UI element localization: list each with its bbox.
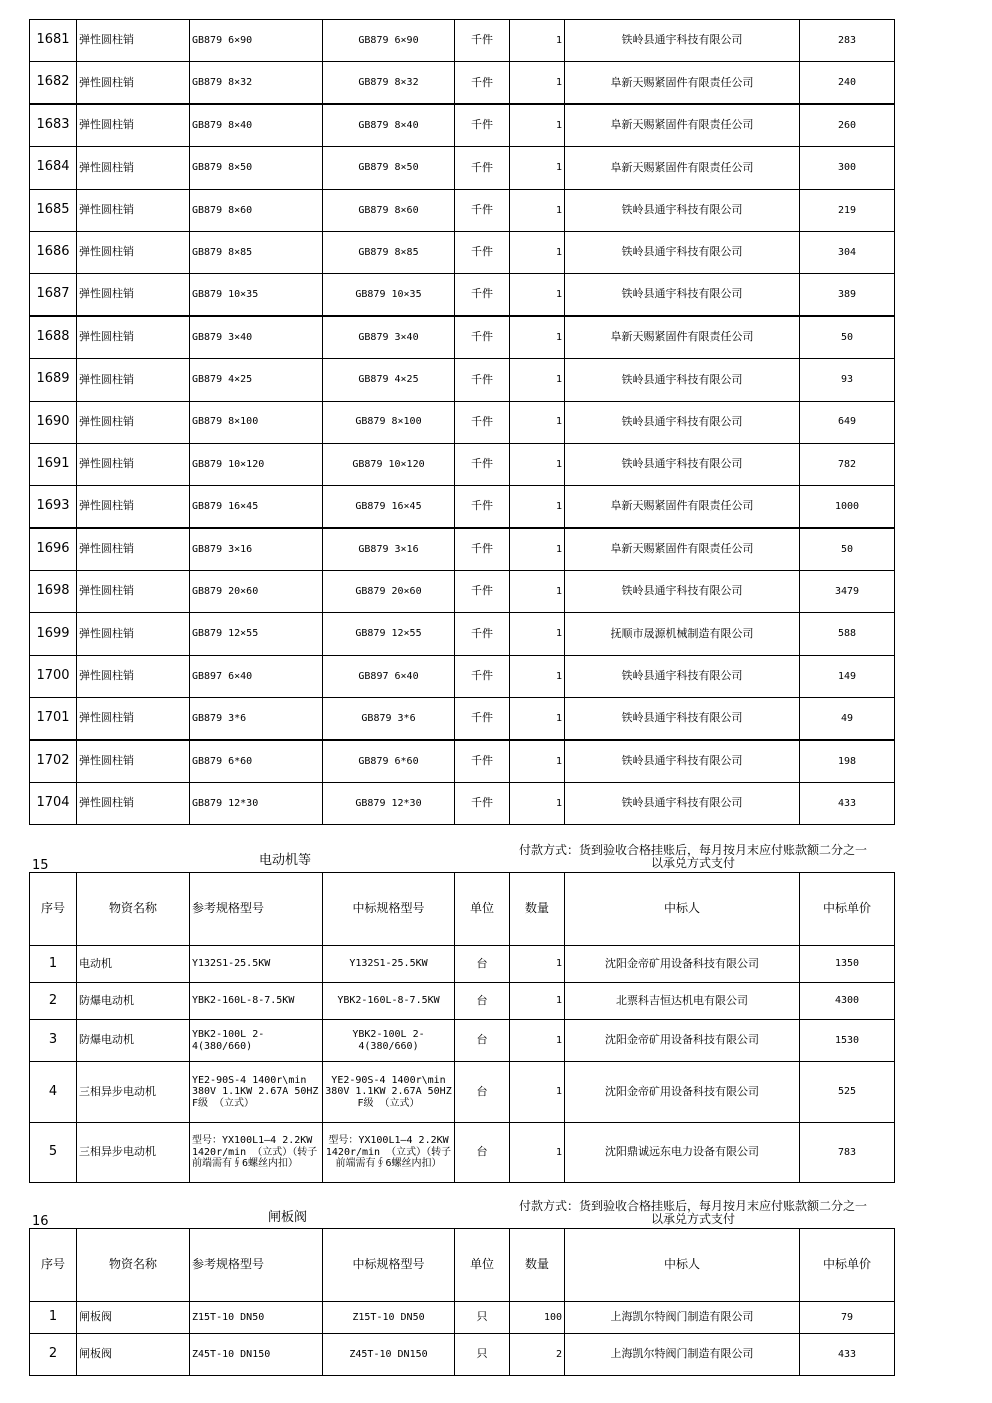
table-cell: GB879 8×60 [323,189,455,231]
table-cell: 千件 [455,613,510,655]
column-header: 参考规格型号 [190,1229,323,1302]
table-cell: 阜新天赐紧固件有限责任公司 [565,528,800,570]
table-cell: 433 [800,1334,895,1376]
table-cell: 1 [510,104,565,146]
table-row [30,1020,895,1062]
table-cell: 弹性圆柱销 [77,571,190,613]
table-cell: 沈阳金帝矿用设备科技有限公司 [565,946,800,983]
table-cell: 3479 [800,571,895,613]
section-15-title: 电动机等 [259,853,312,868]
column-header: 数量 [510,1229,565,1302]
table-cell: 1686 [30,231,77,273]
table-cell: 沈阳金帝矿用设备科技有限公司 [565,1020,800,1062]
section-16-payment [498,1200,888,1226]
table-cell: 1 [510,1123,565,1183]
table-row [30,147,895,189]
table-row [30,359,895,401]
table-row [30,1123,895,1183]
table-cell: 1 [510,359,565,401]
table-cell: 1 [510,401,565,443]
table-row [30,231,895,273]
table-cell: GB879 8×85 [190,231,323,273]
table-cell: 沈阳鼎诚远东电力设备有限公司 [565,1123,800,1183]
table-cell: 782 [800,443,895,485]
table-cell: Z15T-10 DN50 [323,1302,455,1334]
section-16-number: 16 [32,1214,49,1229]
table-cell: 1704 [30,783,77,825]
table-cell: 弹性圆柱销 [77,528,190,570]
table-cell: 1700 [30,655,77,697]
table-cell: Y132S1-25.5KW [190,946,323,983]
column-header: 数量 [510,873,565,946]
table-cell: 沈阳金帝矿用设备科技有限公司 [565,1062,800,1123]
table-row [30,528,895,570]
table-cell: GB879 20×60 [190,571,323,613]
table-cell: 1 [510,62,565,104]
table-cell: 1 [510,698,565,740]
table-cell: GB879 3×40 [190,316,323,358]
table-cell: 3 [30,1020,77,1062]
table-cell: YBK2-100L 2-4(380/660) [323,1020,455,1062]
table-cell: 1 [510,231,565,273]
table-cell: 588 [800,613,895,655]
table-row [30,401,895,443]
table-cell: 千件 [455,189,510,231]
table-row [30,983,895,1020]
table-cell: 千件 [455,147,510,189]
table-cell: 千件 [455,316,510,358]
column-header: 参考规格型号 [190,873,323,946]
table-cell: 1 [510,783,565,825]
motor-table [29,872,895,1183]
table-cell: 千件 [455,571,510,613]
table-cell: 铁岭县通宇科技有限公司 [565,274,800,316]
table-row [30,1334,895,1376]
table-cell: GB879 8×50 [323,147,455,189]
table-cell: 弹性圆柱销 [77,147,190,189]
table-row [30,740,895,782]
table-cell: 千件 [455,359,510,401]
table-cell: 弹性圆柱销 [77,698,190,740]
table-cell: 2 [30,1334,77,1376]
column-header: 序号 [30,1229,77,1302]
table-cell: 千件 [455,655,510,697]
table-cell: 上海凯尔特阀门制造有限公司 [565,1334,800,1376]
table-row [30,20,895,62]
table-cell: 4 [30,1062,77,1123]
table-cell: 铁岭县通宇科技有限公司 [565,655,800,697]
table-cell: 千件 [455,698,510,740]
table-cell: GB879 8×32 [323,62,455,104]
table-cell: 1701 [30,698,77,740]
table-cell: 304 [800,231,895,273]
pin-table [29,19,895,825]
table-cell: 149 [800,655,895,697]
table-cell: GB879 6*60 [190,740,323,782]
table-cell: 2 [30,983,77,1020]
table-row [30,613,895,655]
table-cell: 台 [455,1123,510,1183]
column-header: 中标规格型号 [323,873,455,946]
table-cell: 1684 [30,147,77,189]
table-cell: Y132S1-25.5KW [323,946,455,983]
table-header-row [30,873,895,946]
table-cell: 弹性圆柱销 [77,231,190,273]
column-header: 中标单价 [800,1229,895,1302]
table-cell: 1 [510,147,565,189]
table-cell: 台 [455,1062,510,1123]
payment-line-1: 付款方式：货到验收合格挂账后，每月按月末应付账款额二分之一 [518,1199,867,1213]
table-cell: 千件 [455,443,510,485]
column-header: 中标规格型号 [323,1229,455,1302]
table-cell: 1 [510,189,565,231]
table-cell: 1702 [30,740,77,782]
table-cell: 79 [800,1302,895,1334]
table-cell: GB879 16×45 [323,486,455,528]
table-cell: Z45T-10 DN150 [323,1334,455,1376]
table-cell: 240 [800,62,895,104]
table-cell: GB879 20×60 [323,571,455,613]
table-cell: 433 [800,783,895,825]
table-cell: 93 [800,359,895,401]
payment-line-1: 付款方式：货到验收合格挂账后，每月按月末应付账款额二分之一 [518,843,867,857]
table-cell: 198 [800,740,895,782]
table-cell: GB879 10×120 [190,443,323,485]
section-16-title: 闸板阀 [268,1210,308,1225]
table-cell: 1682 [30,62,77,104]
table-cell: 389 [800,274,895,316]
table-cell: 1530 [800,1020,895,1062]
table-cell: 1 [510,528,565,570]
table-cell: 1 [510,1062,565,1123]
table-cell: 阜新天赐紧固件有限责任公司 [565,62,800,104]
table-cell: 台 [455,983,510,1020]
table-cell: 1 [510,571,565,613]
table-cell: GB879 8×100 [323,401,455,443]
table-cell: 260 [800,104,895,146]
column-header: 物资名称 [77,1229,190,1302]
table-cell: Z45T-10 DN150 [190,1334,323,1376]
table-cell: 弹性圆柱销 [77,189,190,231]
table-cell: 闸板阀 [77,1302,190,1334]
table-cell: YE2-90S-4 1400r\min 380V 1.1KW 2.67A 50HZ F级 （立式） [190,1062,323,1123]
table-cell: GB879 8×100 [190,401,323,443]
table-cell: Z15T-10 DN50 [190,1302,323,1334]
table-cell: 1 [510,20,565,62]
table-cell: 千件 [455,20,510,62]
table-cell: 1 [510,740,565,782]
table-cell: GB879 3×40 [323,316,455,358]
table-cell: 1350 [800,946,895,983]
table-cell: GB879 3*6 [190,698,323,740]
table-row [30,1302,895,1334]
table-cell: 5 [30,1123,77,1183]
table-cell: 50 [800,316,895,358]
table-cell: 弹性圆柱销 [77,62,190,104]
table-cell: 1689 [30,359,77,401]
table-cell: 1683 [30,104,77,146]
table-cell: YBK2-160L-8-7.5KW [323,983,455,1020]
table-cell: 千件 [455,783,510,825]
table-cell: 1 [30,1302,77,1334]
table-cell: GB879 3×16 [190,528,323,570]
table-cell: 300 [800,147,895,189]
table-cell: 1698 [30,571,77,613]
table-row [30,316,895,358]
table-cell: 阜新天赐紧固件有限责任公司 [565,486,800,528]
table-cell: 1 [510,613,565,655]
table-cell: GB879 16×45 [190,486,323,528]
table-cell: GB879 10×35 [323,274,455,316]
table-cell: 弹性圆柱销 [77,740,190,782]
table-cell: 闸板阀 [77,1334,190,1376]
table-cell: 防爆电动机 [77,1020,190,1062]
table-cell: GB879 8×40 [190,104,323,146]
table-cell: 100 [510,1302,565,1334]
table-cell: 台 [455,1020,510,1062]
table-cell: 1 [510,274,565,316]
table-row [30,783,895,825]
table-cell: GB879 4×25 [190,359,323,401]
table-cell: GB879 6×90 [190,20,323,62]
table-cell: YBK2-160L-8-7.5KW [190,983,323,1020]
section-15-number: 15 [32,858,49,873]
table-cell: 649 [800,401,895,443]
table-cell: GB879 12×55 [323,613,455,655]
table-cell: 49 [800,698,895,740]
table-row [30,274,895,316]
table-cell: 2 [510,1334,565,1376]
table-cell: 弹性圆柱销 [77,443,190,485]
table-cell: 弹性圆柱销 [77,486,190,528]
table-cell: GB897 6×40 [190,655,323,697]
table-cell: GB897 6×40 [323,655,455,697]
table-cell: 1 [510,316,565,358]
table-cell: 千件 [455,486,510,528]
table-cell: 弹性圆柱销 [77,274,190,316]
table-cell: 阜新天赐紧固件有限责任公司 [565,104,800,146]
table-cell: 50 [800,528,895,570]
table-cell: GB879 8×32 [190,62,323,104]
table-cell: 1688 [30,316,77,358]
table-cell: 北票科吉恒达机电有限公司 [565,983,800,1020]
column-header: 单位 [455,1229,510,1302]
table-cell: 1681 [30,20,77,62]
column-header: 中标单价 [800,873,895,946]
column-header: 中标人 [565,873,800,946]
table-cell: 弹性圆柱销 [77,783,190,825]
table-cell: GB879 12×55 [190,613,323,655]
table-cell: 千件 [455,740,510,782]
table-row [30,62,895,104]
table-cell: 1685 [30,189,77,231]
valve-table [29,1228,895,1376]
table-cell: 铁岭县通宇科技有限公司 [565,740,800,782]
table-cell: 三相异步电动机 [77,1062,190,1123]
table-cell: GB879 3*6 [323,698,455,740]
payment-line-2: 以承兑方式支付 [650,856,735,871]
table-cell: GB879 8×40 [323,104,455,146]
table-cell: 阜新天赐紧固件有限责任公司 [565,316,800,358]
table-cell: 电动机 [77,946,190,983]
table-row [30,698,895,740]
table-cell: GB879 12*30 [190,783,323,825]
table-cell: 1 [510,443,565,485]
table-cell: 1691 [30,443,77,485]
payment-line-2: 以承兑方式支付 [650,1212,735,1227]
table-cell: 只 [455,1334,510,1376]
table-cell: GB879 12*30 [323,783,455,825]
table-cell: YBK2-100L 2-4(380/660) [190,1020,323,1062]
table-cell: 铁岭县通宇科技有限公司 [565,189,800,231]
table-cell: 283 [800,20,895,62]
section-15-payment [498,844,888,870]
table-cell: 铁岭县通宇科技有限公司 [565,443,800,485]
table-row [30,1062,895,1123]
table-cell: 千件 [455,401,510,443]
table-cell: 铁岭县通宇科技有限公司 [565,401,800,443]
column-header: 中标人 [565,1229,800,1302]
table-cell: 219 [800,189,895,231]
table-cell: 弹性圆柱销 [77,20,190,62]
table-row [30,946,895,983]
table-cell: 铁岭县通宇科技有限公司 [565,698,800,740]
table-cell: GB879 3×16 [323,528,455,570]
table-row [30,571,895,613]
table-header-row [30,1229,895,1302]
table-cell: YE2-90S-4 1400r\min 380V 1.1KW 2.67A 50HZ F级 （立式） [323,1062,455,1123]
table-cell: 三相异步电动机 [77,1123,190,1183]
table-cell: 1 [510,486,565,528]
table-cell: GB879 8×85 [323,231,455,273]
table-cell: GB879 8×60 [190,189,323,231]
table-cell: 台 [455,946,510,983]
table-cell: 1693 [30,486,77,528]
table-cell: 铁岭县通宇科技有限公司 [565,231,800,273]
table-cell: 型号：YX100L1—4 2.2KW 1420r/min （立式）（转子前端需有∮6螺丝内扣） [323,1123,455,1183]
table-cell: GB879 10×35 [190,274,323,316]
table-cell: 千件 [455,104,510,146]
table-cell: 千件 [455,62,510,104]
table-cell: 1 [510,1020,565,1062]
table-cell: 抚顺市晟源机械制造有限公司 [565,613,800,655]
table-cell: 弹性圆柱销 [77,359,190,401]
table-cell: 千件 [455,528,510,570]
table-cell: 铁岭县通宇科技有限公司 [565,783,800,825]
table-cell: GB879 10×120 [323,443,455,485]
table-cell: 弹性圆柱销 [77,104,190,146]
table-cell: 1699 [30,613,77,655]
table-cell: 1 [30,946,77,983]
table-cell: 型号：YX100L1—4 2.2KW 1420r/min （立式）（转子前端需有∮6螺丝内扣） [190,1123,323,1183]
table-cell: GB879 6×90 [323,20,455,62]
table-row [30,655,895,697]
table-cell: 铁岭县通宇科技有限公司 [565,571,800,613]
table-cell: 弹性圆柱销 [77,401,190,443]
table-cell: 1000 [800,486,895,528]
table-cell: 1687 [30,274,77,316]
table-cell: 铁岭县通宇科技有限公司 [565,20,800,62]
table-cell: 铁岭县通宇科技有限公司 [565,359,800,401]
table-cell: 1696 [30,528,77,570]
column-header: 序号 [30,873,77,946]
table-cell: 1 [510,946,565,983]
table-row [30,189,895,231]
table-cell: 弹性圆柱销 [77,655,190,697]
table-cell: GB879 6*60 [323,740,455,782]
table-cell: GB879 4×25 [323,359,455,401]
table-cell: 1 [510,655,565,697]
table-row [30,443,895,485]
table-cell: 1 [510,983,565,1020]
table-cell: 上海凯尔特阀门制造有限公司 [565,1302,800,1334]
table-cell: 弹性圆柱销 [77,316,190,358]
table-cell: GB879 8×50 [190,147,323,189]
table-cell: 阜新天赐紧固件有限责任公司 [565,147,800,189]
table-cell: 1690 [30,401,77,443]
table-row [30,104,895,146]
column-header: 单位 [455,873,510,946]
table-cell: 防爆电动机 [77,983,190,1020]
table-cell: 4300 [800,983,895,1020]
table-cell: 弹性圆柱销 [77,613,190,655]
column-header: 物资名称 [77,873,190,946]
table-row [30,486,895,528]
table-cell: 783 [800,1123,895,1183]
table-cell: 千件 [455,231,510,273]
table-cell: 千件 [455,274,510,316]
table-cell: 只 [455,1302,510,1334]
table-cell: 525 [800,1062,895,1123]
